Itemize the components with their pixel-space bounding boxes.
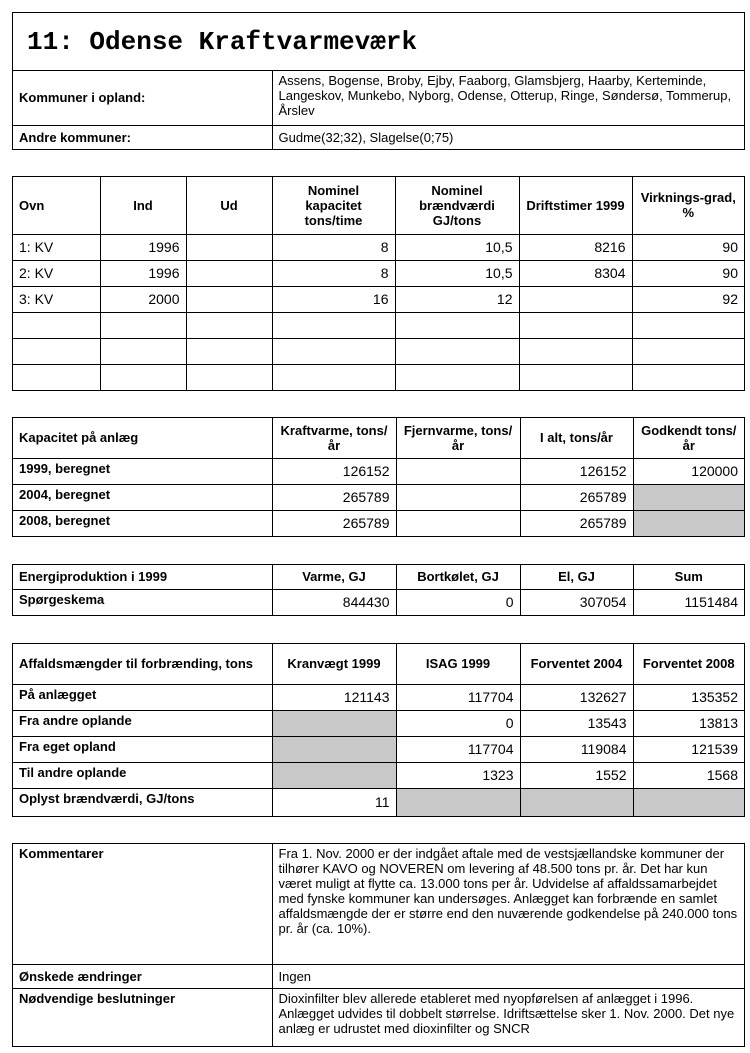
cell (633, 510, 744, 536)
cell: 8216 (519, 234, 632, 260)
table-row (13, 510, 744, 536)
cell (520, 788, 633, 816)
cell: 2004, beregnet (13, 484, 272, 510)
header-sum: Sum (633, 565, 744, 589)
affald-table (12, 643, 745, 817)
cell (100, 312, 186, 338)
oenskede-aendringer-value: Ingen (272, 964, 744, 988)
table-row (13, 260, 744, 286)
header-ind: Ind (100, 177, 186, 234)
header-energiproduktion: Energiproduktion i 1999 (13, 565, 272, 589)
cell: 265789 (520, 484, 633, 510)
cell (395, 338, 519, 364)
cell: Oplyst brændværdi, GJ/tons (13, 788, 272, 816)
cell: 1151484 (633, 589, 744, 615)
cell: 265789 (272, 510, 396, 536)
cell: 135352 (633, 684, 744, 710)
andre-kommuner-label: Andre kommuner: (13, 125, 272, 149)
cell: 10,5 (395, 260, 519, 286)
table-row (13, 286, 744, 312)
cell: 0 (396, 589, 520, 615)
oenskede-aendringer-label: Ønskede ændringer (13, 964, 272, 988)
cell (186, 364, 272, 390)
cell (396, 484, 520, 510)
cell: 13813 (633, 710, 744, 736)
header-forventet-2004: Forventet 2004 (520, 644, 633, 684)
header-varme: Varme, GJ (272, 565, 396, 589)
table-row (13, 788, 744, 816)
cell (186, 234, 272, 260)
cell (272, 762, 396, 788)
header-bortkoelet: Bortkølet, GJ (396, 565, 520, 589)
cell: Til andre oplande (13, 762, 272, 788)
cell: 117704 (396, 736, 520, 762)
table-row-empty (13, 364, 744, 390)
cell (100, 364, 186, 390)
kapacitet-table (12, 417, 745, 537)
header-ovn: Ovn (13, 177, 100, 234)
cell (186, 338, 272, 364)
table-row (13, 762, 744, 788)
cell (13, 338, 100, 364)
cell: 8304 (519, 260, 632, 286)
cell (519, 286, 632, 312)
cell: 1996 (100, 234, 186, 260)
header-driftstimer: Driftstimer 1999 (519, 177, 632, 234)
table-row (13, 484, 744, 510)
noedvendige-beslutninger-value: Dioxinfilter blev allerede etableret med nyopførelsen af anlægget i 1996. Anlægget udvides til dobbelt størrelse. Idriftsættelse sker 1. Nov. 2000. Det nye anlæg er udrustet med dioxinfilter og SNCR (272, 988, 744, 1046)
cell: 0 (396, 710, 520, 736)
cell: 265789 (520, 510, 633, 536)
cell: 307054 (520, 589, 633, 615)
header-i-alt: I alt, tons/år (520, 418, 633, 458)
header-el: El, GJ (520, 565, 633, 589)
header-kapacitet-paa-anlaeg: Kapacitet på anlæg (13, 418, 272, 458)
cell (13, 312, 100, 338)
cell: 13543 (520, 710, 633, 736)
cell: 10,5 (395, 234, 519, 260)
cell (272, 736, 396, 762)
cell: 92 (632, 286, 744, 312)
cell (632, 338, 744, 364)
energi-table (12, 564, 745, 616)
cell: 2: KV (13, 260, 100, 286)
noedvendige-beslutninger-label: Nødvendige beslutninger (13, 988, 272, 1046)
cell (633, 788, 744, 816)
cell: 1996 (100, 260, 186, 286)
cell (396, 510, 520, 536)
cell: 120000 (633, 458, 744, 484)
cell (632, 312, 744, 338)
cell: 117704 (396, 684, 520, 710)
cell: På anlægget (13, 684, 272, 710)
header-godkendt: Godkendt tons/år (633, 418, 744, 458)
cell (272, 312, 395, 338)
table-row (13, 710, 744, 736)
cell: 119084 (520, 736, 633, 762)
table-row-empty (13, 312, 744, 338)
header-kraftvarme: Kraftvarme, tons/år (272, 418, 396, 458)
page-title: 11: Odense Kraftvarmeværk (12, 12, 745, 70)
cell (396, 788, 520, 816)
table-row (13, 234, 744, 260)
cell (396, 458, 520, 484)
cell: 12 (395, 286, 519, 312)
cell: 11 (272, 788, 396, 816)
header-ud: Ud (186, 177, 272, 234)
table-row (13, 736, 744, 762)
cell (633, 484, 744, 510)
cell (395, 312, 519, 338)
header-kranvaegt: Kranvægt 1999 (272, 644, 396, 684)
cell: Fra andre oplande (13, 710, 272, 736)
andre-kommuner-value: Gudme(32;32), Slagelse(0;75) (272, 125, 744, 149)
cell (272, 338, 395, 364)
cell (186, 312, 272, 338)
cell (100, 338, 186, 364)
table-row (13, 458, 744, 484)
cell: 126152 (272, 458, 396, 484)
cell: 1568 (633, 762, 744, 788)
cell: 3: KV (13, 286, 100, 312)
cell (519, 312, 632, 338)
cell (186, 286, 272, 312)
cell: 8 (272, 234, 395, 260)
cell (519, 364, 632, 390)
cell: 132627 (520, 684, 633, 710)
table-row-empty (13, 338, 744, 364)
opland-section (12, 70, 745, 150)
header-isag: ISAG 1999 (396, 644, 520, 684)
cell: 844430 (272, 589, 396, 615)
header-affaldsmaengder: Affaldsmængder til forbrænding, tons (13, 644, 272, 684)
cell: Spørgeskema (13, 589, 272, 615)
cell: 16 (272, 286, 395, 312)
header-kapacitet: Nominel kapacitet tons/time (272, 177, 395, 234)
cell (272, 364, 395, 390)
cell: 2008, beregnet (13, 510, 272, 536)
cell: Fra eget opland (13, 736, 272, 762)
kommentarer-section (12, 843, 745, 1047)
header-fjernvarme: Fjernvarme, tons/år (396, 418, 520, 458)
kommentarer-value: Fra 1. Nov. 2000 er der indgået aftale med de vestsjællandske kommuner der tilhører KAVO og NOVEREN om levering af 48.500 tons pr. år. Det har kun været muligt at flytte ca. 13.000 tons per år. Udvidelse af affaldssamarbejdet med fynske kommuner kan undersøges. Anlægget kan forbrænde en samlet affaldsmængde der er større end den nuværende godkendelse på 240.000 tons pr. år (ca. 10%). (272, 844, 744, 964)
cell: 121143 (272, 684, 396, 710)
cell (13, 364, 100, 390)
table-row (13, 684, 744, 710)
table-row (13, 589, 744, 615)
header-braendvaerdi: Nominel brændværdi GJ/tons (395, 177, 519, 234)
cell: 1552 (520, 762, 633, 788)
cell: 126152 (520, 458, 633, 484)
kommuner-label: Kommuner i opland: (13, 71, 272, 125)
cell (272, 710, 396, 736)
kommentarer-label: Kommentarer (13, 844, 272, 964)
header-forventet-2008: Forventet 2008 (633, 644, 744, 684)
cell: 8 (272, 260, 395, 286)
cell: 265789 (272, 484, 396, 510)
ovne-table (12, 176, 745, 391)
cell (519, 338, 632, 364)
cell: 1: KV (13, 234, 100, 260)
cell: 90 (632, 234, 744, 260)
cell: 2000 (100, 286, 186, 312)
kommuner-value: Assens, Bogense, Broby, Ejby, Faaborg, Glamsbjerg, Haarby, Kerteminde, Langeskov, Munkebo, Nyborg, Odense, Otterup, Ringe, Søndersø, Tommerup, Årslev (272, 71, 744, 125)
cell (395, 364, 519, 390)
cell (186, 260, 272, 286)
cell: 1323 (396, 762, 520, 788)
cell: 1999, beregnet (13, 458, 272, 484)
header-virkningsgrad: Virknings-grad, % (632, 177, 744, 234)
cell (632, 364, 744, 390)
cell: 121539 (633, 736, 744, 762)
cell: 90 (632, 260, 744, 286)
